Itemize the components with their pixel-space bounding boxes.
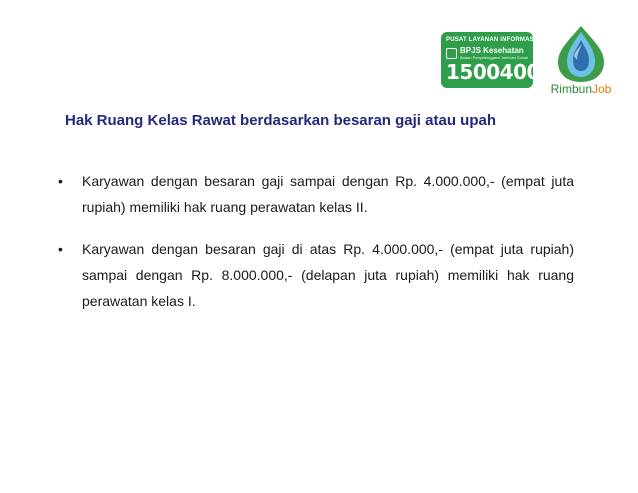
bullet-text: Karyawan dengan besaran gaji di atas Rp. 4.000.000,- (empat juta rupiah) sampai dengan Rp. 8.000.000,- (delapan juta rupiah) memiliki hak ruang perawatan kelas I. <box>82 241 574 309</box>
bullet-list <box>58 168 574 330</box>
bpjs-logo-icon <box>446 48 457 59</box>
drop-leaf-icon <box>536 22 626 84</box>
badge-brand-row <box>446 46 528 60</box>
wordmark-part1: Rimbun <box>550 82 592 96</box>
list-item <box>58 236 574 314</box>
bullet-text: Karyawan dengan besaran gaji sampai dengan Rp. 4.000.000,- (empat juta rupiah) memiliki hak ruang perawatan kelas II. <box>82 173 574 215</box>
bpjs-hotline-badge <box>441 32 540 88</box>
rimbunjob-logo <box>536 22 626 102</box>
badge-brand-block <box>460 47 528 60</box>
badge-sub-text: Badan Penyelenggara Jaminan Sosial <box>460 54 528 60</box>
page-title: Hak Ruang Kelas Rawat berdasarkan besaran gaji atau upah <box>65 112 496 129</box>
bullet-marker: • <box>58 241 63 257</box>
rimbunjob-wordmark <box>536 82 626 96</box>
badge-brand: BPJS Kesehatan <box>460 45 524 55</box>
bullet-marker: • <box>58 173 63 189</box>
hotline-number: 1500400 <box>446 60 540 84</box>
wordmark-part2: Job <box>592 82 612 96</box>
list-item <box>58 168 574 220</box>
badge-top-text: PUSAT LAYANAN INFORMASI <box>446 37 536 43</box>
